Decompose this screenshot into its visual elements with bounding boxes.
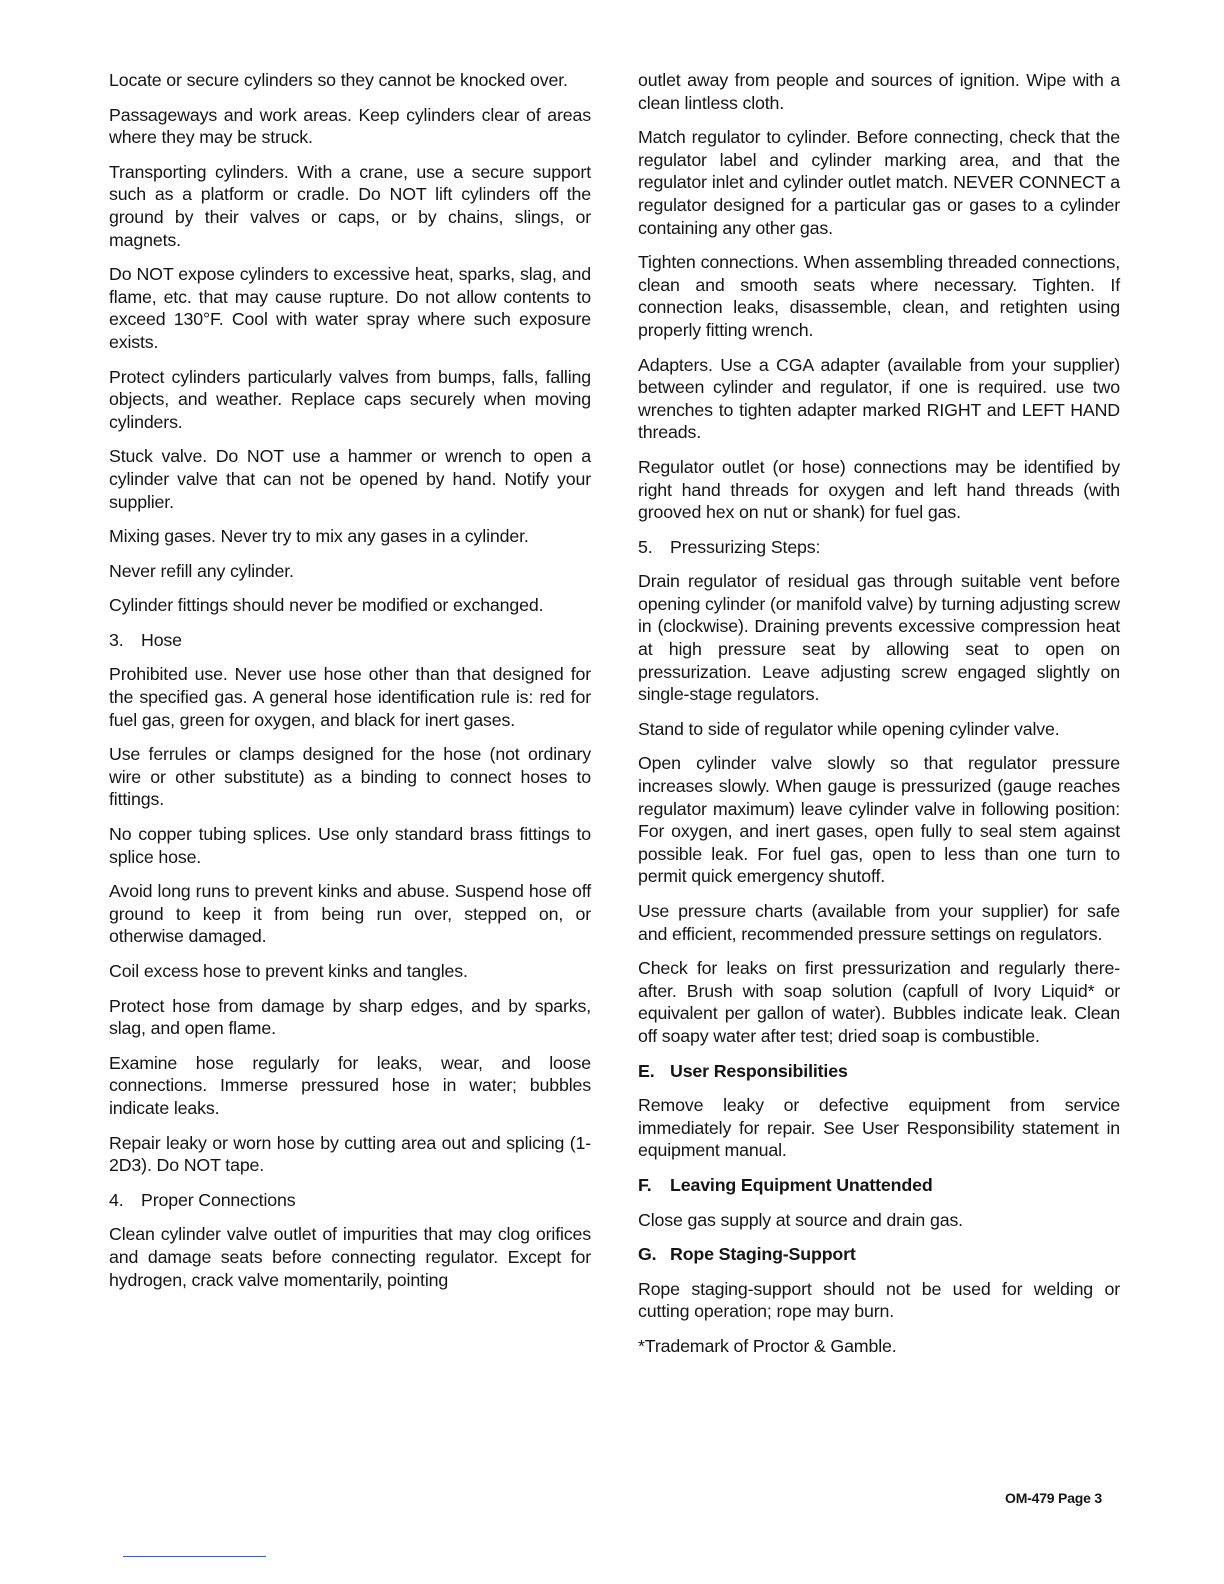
paragraph: Drain regulator of residual gas through suitable vent before opening cylinder (or manifold valve) by turning adjusting screw in (clockwise). Draining prevents excessive compression heat at high pressure seat by allowing seat to open on pressurization. Leave adjusting screw engaged slightly on single-stage regulators. bbox=[638, 571, 1120, 705]
paragraph: Cylinder fittings should never be modified or exchanged. bbox=[109, 595, 544, 616]
paragraph: Mixing gases. Never try to mix any gases in a cylinder. bbox=[109, 526, 529, 547]
section-heading-user-responsibilities bbox=[638, 1060, 1120, 1083]
section-number: 4. bbox=[109, 1189, 124, 1210]
paragraph: Protect hose from damage by sharp edges, and by sparks, slag, and open flame. bbox=[109, 995, 591, 1039]
paragraph: Do NOT expose cylinders to excessive heat, sparks, slag, and flame, etc. that may cause rupture. Do not allow contents to exceed 130°F. Cool with water spray where such exposure exists. bbox=[109, 264, 591, 352]
paragraph: Prohibited use. Never use hose other than that designed for the specified gas. A general hose identification rule is: red for fuel gas, green for oxygen, and black for inert gases. bbox=[109, 664, 591, 730]
paragraph: Passageways and work areas. Keep cylinders clear of areas where they may be struck. bbox=[109, 104, 591, 148]
left-column bbox=[109, 69, 591, 1303]
right-column bbox=[638, 69, 1120, 1370]
section-number: 3. bbox=[109, 629, 124, 650]
paragraph: Protect cylinders particularly valves from bumps, falls, falling objects, and weather. Replace caps securely when moving cylinders. bbox=[109, 366, 591, 432]
section-heading-pressurizing bbox=[638, 536, 1120, 559]
paragraph: Stand to side of regulator while opening cylinder valve. bbox=[638, 718, 1060, 739]
section-heading-leaving-equipment bbox=[638, 1174, 1120, 1197]
paragraph: Close gas supply at source and drain gas. bbox=[638, 1209, 963, 1230]
paragraph: Tighten connections. When assembling threaded connections, clean and smooth seats where necessary. Tighten. If connection leaks, disassemble, clean, and retighten using properly fitting wrench. bbox=[638, 252, 1120, 340]
section-label: Rope Staging-Support bbox=[670, 1244, 856, 1265]
paragraph: Use ferrules or clamps designed for the hose (not ordinary wire or other substitute) as a binding to connect hoses to fittings. bbox=[109, 744, 591, 810]
paragraph: Repair leaky or worn hose by cutting area out and splicing (1-2D3). Do NOT tape. bbox=[109, 1132, 591, 1176]
paragraph: outlet away from people and sources of ignition. Wipe with a clean lintless cloth. bbox=[638, 70, 1120, 113]
paragraph: Regulator outlet (or hose) connections may be identified by right hand threads for oxygen and left hand threads (with grooved hex on nut or shank) for fuel gas. bbox=[638, 456, 1120, 523]
section-label: User Responsibilities bbox=[670, 1060, 848, 1081]
paragraph: Clean cylinder valve outlet of impurities that may clog orifices and damage seats before connecting regulator. Except for hydrogen, crack valve momentarily, pointing bbox=[109, 1224, 591, 1290]
section-heading-hose bbox=[109, 629, 591, 652]
paragraph: Adapters. Use a CGA adapter (available from your supplier) between cylinder and regulator, if one is required. use two wrenches to tighten adapter marked RIGHT and LEFT HAND threads. bbox=[638, 354, 1120, 443]
paragraph: Avoid long runs to prevent kinks and abuse. Suspend hose off ground to keep it from being run over, stepped on, or otherwise damaged. bbox=[109, 881, 591, 947]
paragraph: Remove leaky or defective equipment from service immediately for repair. See User Responsibility statement in equipment manual. bbox=[638, 1095, 1120, 1161]
paragraph: Locate or secure cylinders so they cannot be knocked over. bbox=[109, 70, 568, 90]
section-heading-connections bbox=[109, 1189, 591, 1212]
section-label: Proper Connections bbox=[141, 1189, 296, 1210]
paragraph: Coil excess hose to prevent kinks and tangles. bbox=[109, 961, 468, 981]
page-number: OM-479 Page 3 bbox=[1005, 1490, 1102, 1506]
paragraph: Match regulator to cylinder. Before connecting, check that the regulator label and cylinder marking area, and that the regulator inlet and cylinder outlet match. NEVER CONNECT a regulator designed for a particular gas or gases to a cylinder containing any other gas. bbox=[638, 127, 1120, 238]
paragraph: Transporting cylinders. With a crane, use a secure support such as a platform or cradle. Do NOT lift cylinders off the ground by their valves or caps, or by chains, slings, or magnets. bbox=[109, 161, 591, 250]
section-label: Leaving Equipment Unattended bbox=[670, 1174, 933, 1195]
paragraph: Stuck valve. Do NOT use a hammer or wrench to open a cylinder valve that can not be opened by hand. Notify your supplier. bbox=[109, 446, 591, 512]
footer-rule bbox=[123, 1556, 266, 1557]
paragraph: Rope staging-support should not be used for welding or cutting operation; rope may burn. bbox=[638, 1278, 1120, 1322]
section-letter: E. bbox=[638, 1060, 655, 1081]
paragraph: Examine hose regularly for leaks, wear, and loose connections. Immerse pressured hose in water; bubbles indicate leaks. bbox=[109, 1052, 591, 1118]
section-label: Pressurizing Steps: bbox=[670, 536, 821, 557]
section-heading-rope-staging bbox=[638, 1243, 1120, 1266]
paragraph: Never refill any cylinder. bbox=[109, 560, 294, 581]
section-label: Hose bbox=[141, 629, 182, 650]
paragraph: Open cylinder valve slowly so that regulator pressure increases slowly. When gauge is pressurized (gauge reaches regulator maximum) leave cylinder valve in following position: For oxygen, and inert gases, open fully to seal stem against possible leak. For fuel gas, open to less than one turn to permit quick emergency shutoff. bbox=[638, 753, 1120, 887]
section-letter: F. bbox=[638, 1174, 652, 1195]
paragraph: Use pressure charts (available from your supplier) for safe and efficient, recommended pressure settings on regulators. bbox=[638, 901, 1120, 944]
footnote: *Trademark of Proctor & Gamble. bbox=[638, 1335, 897, 1356]
section-number: 5. bbox=[638, 536, 653, 557]
paragraph: Check for leaks on first pressurization and regularly there-after. Brush with soap solution (capfull of Ivory Liquid* or equivalent per gallon of water). Bubbles indicate leak. Clean off soapy water after test; dried soap is combustible. bbox=[638, 958, 1120, 1046]
section-letter: G. bbox=[638, 1244, 657, 1265]
paragraph: No copper tubing splices. Use only standard brass fittings to splice hose. bbox=[109, 824, 591, 867]
